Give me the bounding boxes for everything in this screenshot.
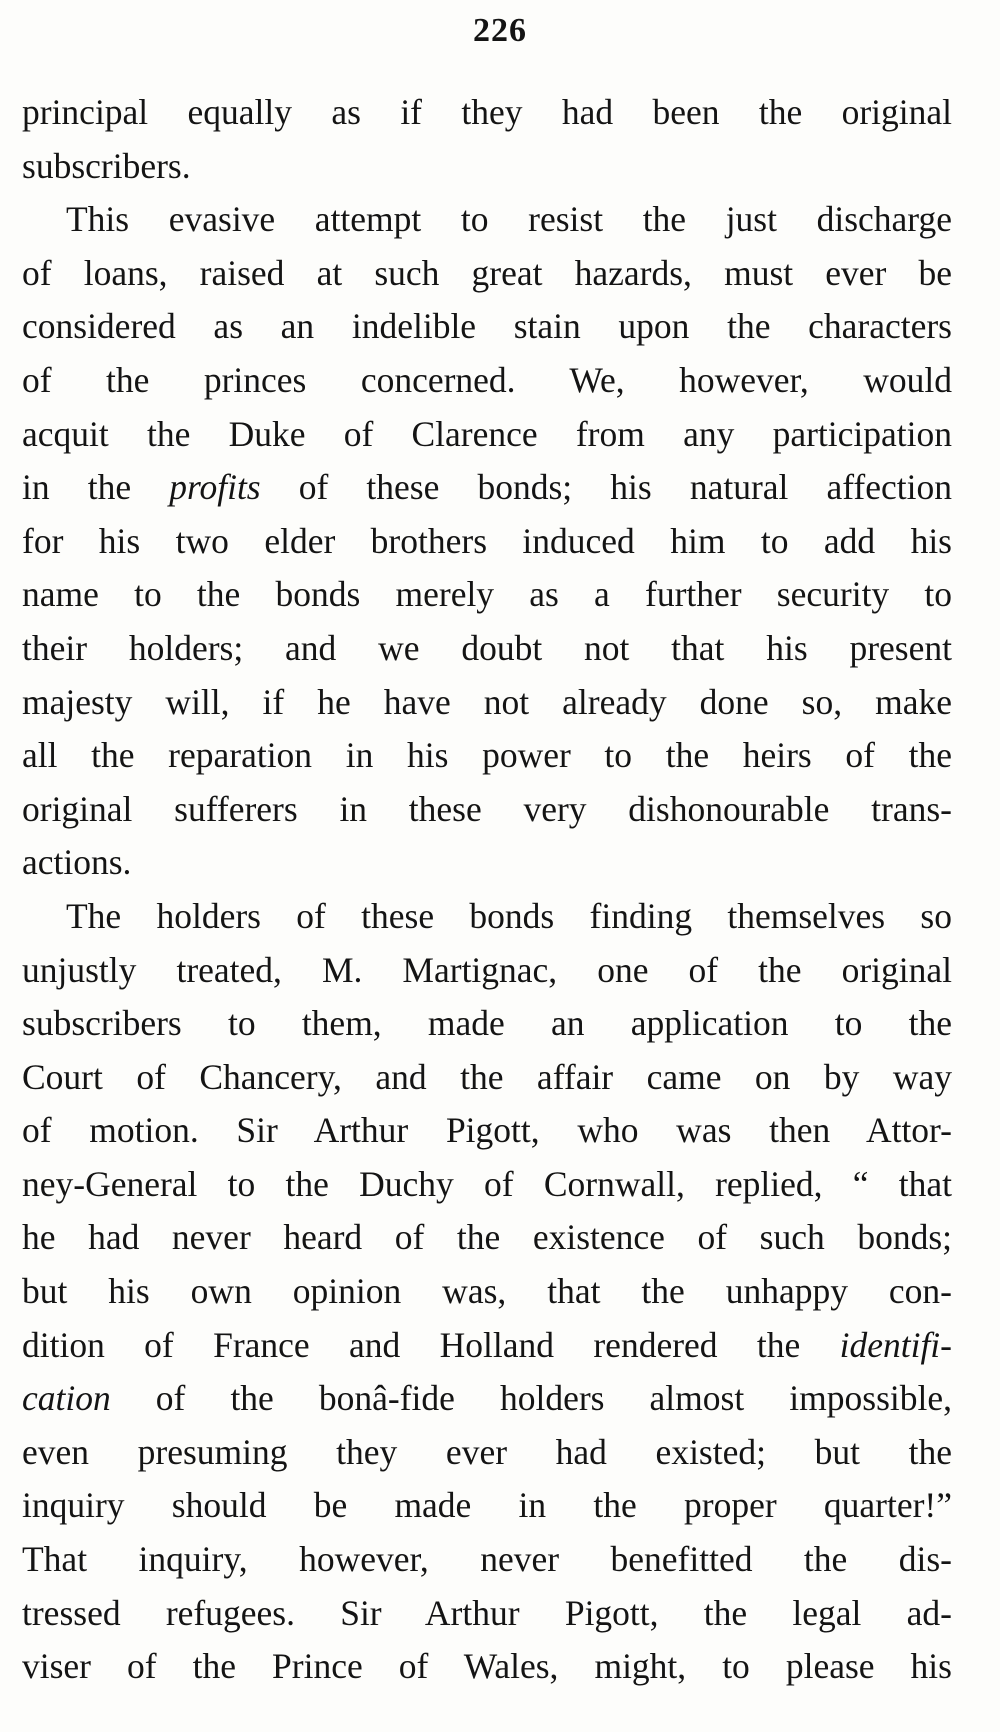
- text-line: of the princes concerned. We, however, would: [22, 359, 952, 400]
- text-segment: of these bonds; his natural affection: [260, 467, 952, 508]
- text-line: ney-General to the Duchy of Cornwall, replied, “ that: [22, 1163, 952, 1204]
- text-line: inquiry should be made in the proper quarter!”: [22, 1485, 952, 1526]
- text-segment: in the: [22, 467, 170, 508]
- page-number: 226: [473, 12, 527, 49]
- text-line: subscribers to them, made an application to the: [22, 1003, 952, 1044]
- italic-word: identifi-: [839, 1324, 952, 1365]
- text-line: subscribers.: [22, 145, 191, 186]
- text-line: principal equally as if they had been the original: [22, 92, 952, 132]
- text-line: for his two elder brothers induced him to add his: [22, 520, 952, 561]
- text-line: even presuming they ever had existed; but the: [22, 1431, 952, 1472]
- text-line: Court of Chancery, and the affair came on by way: [22, 1056, 952, 1097]
- text-line: unjustly treated, M. Martignac, one of the original: [22, 949, 952, 990]
- text-line: That inquiry, however, never benefitted the dis-: [22, 1539, 952, 1580]
- text-line: considered as an indelible stain upon the characters: [22, 306, 952, 347]
- text-line: but his own opinion was, that the unhappy con-: [22, 1271, 952, 1312]
- text-line: tressed refugees. Sir Arthur Pigott, the legal ad-: [22, 1592, 952, 1633]
- text-line: all the reparation in his power to the heirs of the: [22, 735, 952, 776]
- body-text: [22, 86, 952, 1694]
- text-line: acquit the Duke of Clarence from any participation: [22, 413, 952, 454]
- text-line: he had never heard of the existence of such bonds;: [22, 1217, 952, 1258]
- text-segment: dition of France and Holland rendered the: [22, 1324, 840, 1365]
- text-line: [22, 1319, 952, 1373]
- text-line: [22, 1372, 952, 1426]
- text-line: [22, 461, 952, 515]
- text-line: majesty will, if he have not already done so, make: [22, 681, 952, 722]
- italic-word: profits: [169, 467, 261, 508]
- text-segment: of the bonâ-fide holders almost impossible,: [110, 1378, 952, 1419]
- text-line: actions.: [22, 842, 132, 883]
- text-line: The holders of these bonds finding themselves so: [66, 895, 952, 936]
- text-line: name to the bonds merely as a further security to: [22, 574, 952, 615]
- text-line: viser of the Prince of Wales, might, to please his: [22, 1646, 952, 1687]
- text-line: original sufferers in these very dishonourable trans-: [22, 788, 952, 829]
- italic-word: cation: [22, 1378, 111, 1419]
- text-line: This evasive attempt to resist the just discharge: [66, 199, 952, 240]
- text-line: of motion. Sir Arthur Pigott, who was then Attor-: [22, 1110, 952, 1151]
- text-line: of loans, raised at such great hazards, must ever be: [22, 252, 952, 293]
- text-line: their holders; and we doubt not that his present: [22, 627, 952, 668]
